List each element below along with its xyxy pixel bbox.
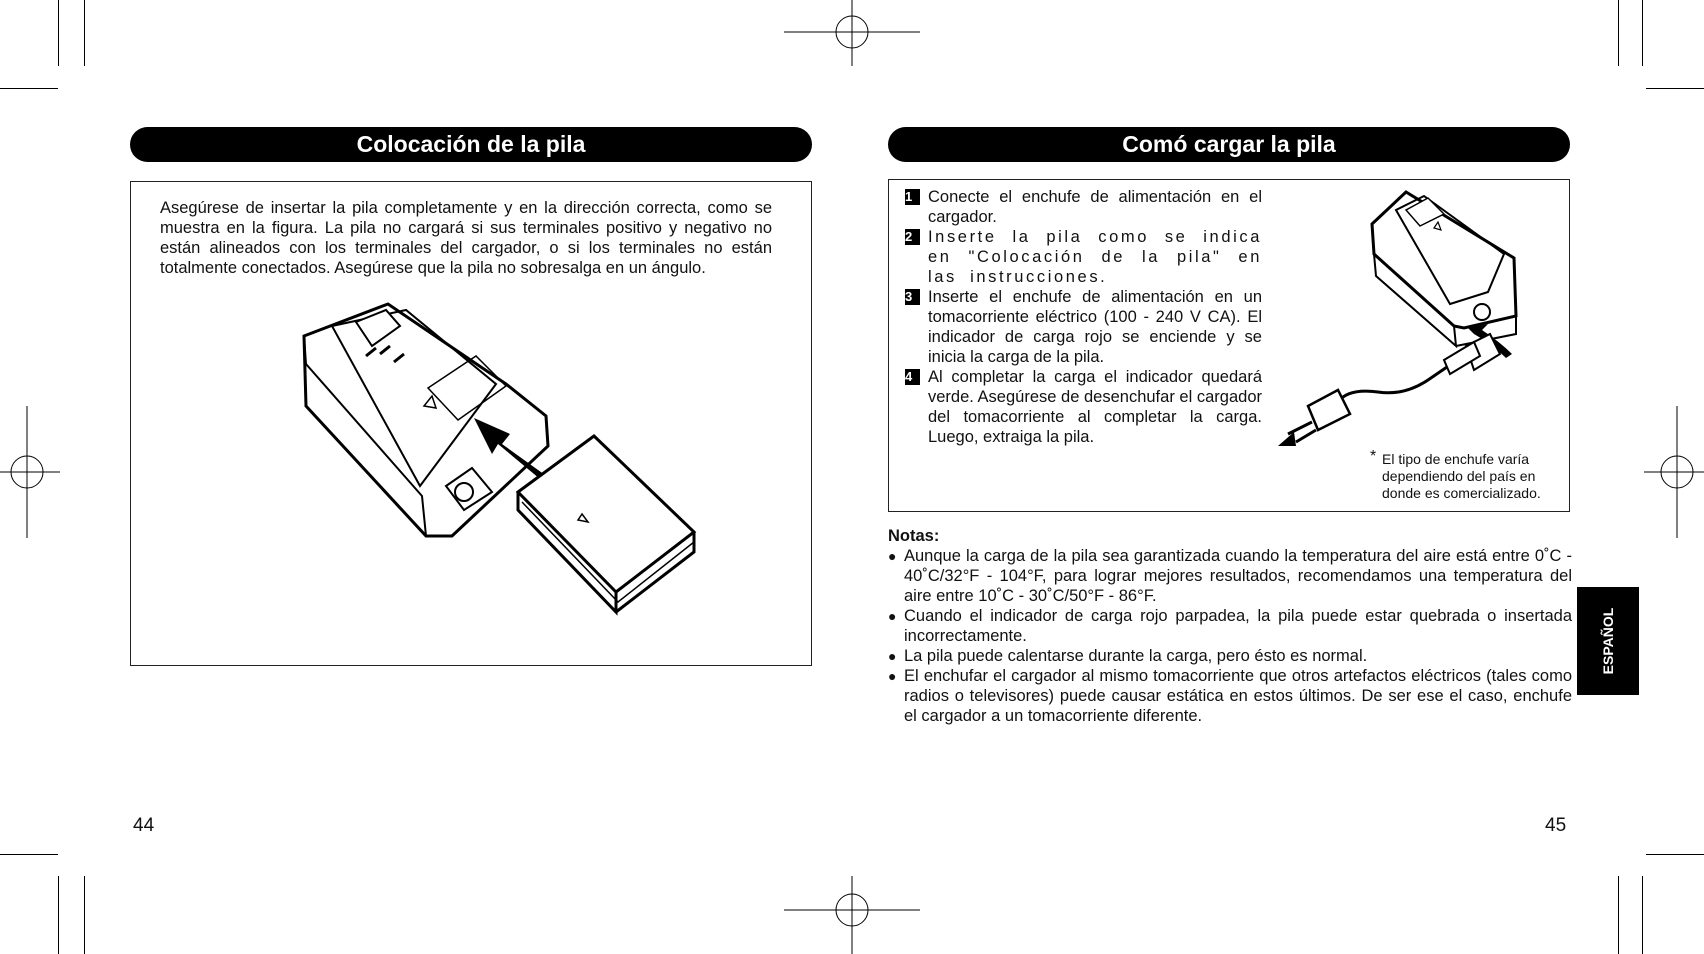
note-text: Aunque la carga de la pila sea garantizada cuando la temperatura del aire está entre 0˚C - 40˚C/32°F - 104°F, para lograr mejores resultados, recomendamos una temperatura del aire entre 10˚C - 30˚C/50°F - 86°F. — [904, 547, 1572, 605]
note-item — [888, 546, 1572, 606]
registration-mark-icon — [784, 876, 920, 954]
bullet-icon: ● — [888, 668, 897, 684]
crop-mark — [0, 88, 58, 89]
crop-mark — [58, 0, 59, 66]
step-text: Inserte la pila como se indica en "Colocación de la pila" en las instrucciones. — [928, 228, 1262, 286]
note-text: El enchufar el cargador al mismo tomacorriente que otros artefactos eléctricos (tales como radios o televisores) puede causar estática en estos últimos. De ser ese el caso, enchufe el cargador a un tomacorriente diferente. — [904, 667, 1572, 725]
footnote-mark: * — [1370, 448, 1377, 465]
notes-heading: Notas: — [888, 527, 940, 545]
charger-plug-illustration — [1278, 184, 1528, 468]
step-number: 4 — [905, 369, 920, 385]
step-number: 1 — [905, 189, 920, 205]
bullet-icon: ● — [888, 648, 897, 664]
language-tab — [1577, 587, 1639, 695]
footnote: El tipo de enchufe varía dependiendo del país en donde es comercializado. — [1382, 451, 1541, 501]
page-number: 44 — [133, 815, 155, 836]
page-title: Comó cargar la pila — [888, 127, 1570, 162]
crop-mark — [1642, 0, 1643, 66]
crop-mark — [1646, 854, 1704, 855]
crop-mark — [1618, 0, 1619, 66]
step-text: Conecte el enchufe de alimentación en el cargador. — [928, 188, 1262, 226]
note-item — [888, 646, 1572, 666]
note-item — [888, 666, 1572, 726]
step-number: 3 — [905, 289, 920, 305]
language-tab-label: ESPAÑOL — [1600, 607, 1616, 675]
crop-mark — [84, 0, 85, 66]
step-item — [905, 367, 1262, 447]
notes-section — [888, 526, 1572, 726]
crop-mark — [1642, 876, 1643, 954]
registration-mark-icon — [1644, 406, 1704, 538]
note-text: La pila puede calentarse durante la carga, pero ésto es normal. — [904, 647, 1368, 665]
note-text: Cuando el indicador de carga rojo parpadea, la pila puede estar quebrada o insertada incorrectamente. — [904, 607, 1572, 645]
crop-mark — [58, 876, 59, 954]
step-text: Al completar la carga el indicador quedará verde. Asegúrese de desenchufar el cargador del tomacorriente al completar la carga. Luego, extraiga la pila. — [928, 368, 1262, 446]
steps-list — [905, 187, 1262, 447]
crop-mark — [84, 876, 85, 954]
bullet-icon: ● — [888, 608, 897, 624]
note-item — [888, 606, 1572, 646]
step-text: Inserte el enchufe de alimentación en un tomacorriente eléctrico (100 - 240 V CA). El indicador de carga rojo se enciende y se inicia la carga de la pila. — [928, 288, 1262, 366]
battery-insertion-illustration — [296, 296, 702, 644]
step-item — [905, 227, 1262, 287]
step-item — [905, 287, 1262, 367]
step-item — [905, 187, 1262, 227]
intro-paragraph: Asegúrese de insertar la pila completamente y en la dirección correcta, como se muestra en la figura. La pila no cargará si sus terminales positivo y negativo no están alineados con los terminales del cargador, o si los terminales no están totalmente conectados. Asegúrese que la pila no sobresalga en un ángulo. — [160, 199, 772, 277]
page-number: 45 — [1545, 815, 1567, 836]
crop-mark — [1646, 88, 1704, 89]
step-number: 2 — [905, 229, 920, 245]
crop-mark — [1618, 876, 1619, 954]
registration-mark-icon — [0, 406, 60, 538]
page-title: Colocación de la pila — [130, 127, 812, 162]
registration-mark-icon — [784, 0, 920, 66]
bullet-icon: ● — [888, 548, 897, 564]
crop-mark — [0, 854, 58, 855]
